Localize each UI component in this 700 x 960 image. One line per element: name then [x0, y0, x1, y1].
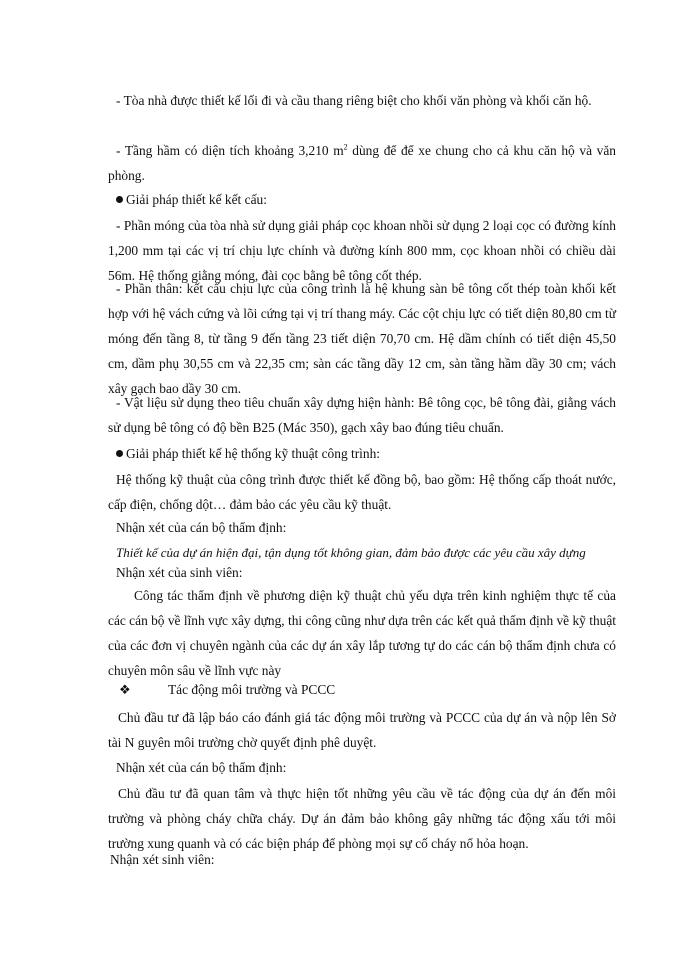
paragraph-materials [108, 390, 616, 440]
paragraph-text: - Phần thân: kết cấu chịu lực của công trình là hệ khung sàn bê tông cốt thép toàn khối kết hợp với hệ vách cứng và lõi cứng tại vị trí thang máy. Các cột chịu lực có tiết diện 80,80 cm từ móng đến tầng 8, từ tầng 9 đến tầng 23 tiết diện 70,70 cm. Hệ dầm chính có tiết diện 45,50 cm, dầm phụ 30,55 cm và 22,35 cm; sàn các tầng dầy 12 cm, sàn tầng hầm dầy 30 cm; vách xây gạch bao dầy 30 cm. [108, 281, 616, 396]
paragraph-student-comment-1 [108, 583, 616, 683]
heading-structural-solution [116, 187, 267, 212]
paragraph-text: Chủ đầu tư đã quan tâm và thực hiện tốt những yêu cầu về tác động của dự án đến môi trường và phòng cháy chữa cháy. Dự án đảm bảo không gây những tác động xấu tới môi trường xung quanh và có các biện pháp để phòng mọi sự cố cháy nổ hỏa hoạn. [108, 786, 616, 851]
paragraph-superstructure [108, 276, 616, 401]
label-officer-comment-1 [116, 515, 286, 540]
paragraph-basement [108, 138, 616, 188]
paragraph-technical-systems [108, 467, 616, 517]
paragraph-text: - Vật liệu sử dụng theo tiêu chuẩn xây dựng hiện hành: Bê tông cọc, bê tông đài, giằng vách sử dụng bê tông có độ bền B25 (Mác 350), gạch xây bao đúng tiêu chuẩn. [108, 395, 616, 435]
diamond-bullet-icon: ❖ [119, 682, 131, 697]
superscript: 2 [343, 142, 348, 152]
heading-environment-fire [168, 677, 335, 702]
bullet-icon [116, 196, 123, 203]
paragraph-text: - Phần móng của tòa nhà sử dụng giải pháp cọc khoan nhồi sử dụng 2 loại cọc có đường kính 1,200 mm tại các vị trí chịu lực chính và đường kính 800 mm, cọc khoan nhồi có chiều dài 56m. Hệ thống giằng móng, đài cọc bằng bê tông cốt thép. [108, 218, 616, 283]
label-text: Nhận xét của sinh viên: [116, 565, 243, 580]
paragraph-separate-access [108, 88, 616, 113]
label-officer-comment-2 [116, 755, 286, 780]
paragraph-text: - Tầng hầm có diện tích khoảng 3,210 m [116, 143, 344, 158]
heading-text: Giải pháp thiết kế hệ thống kỹ thuật công trình: [126, 446, 380, 461]
label-text: Nhận xét của cán bộ thẩm định: [116, 760, 287, 775]
label-text: Nhận xét sinh viên: [110, 852, 215, 867]
label-text: Nhận xét của cán bộ thẩm định: [116, 520, 287, 535]
paragraph-text: Chủ đầu tư đã lập báo cáo đánh giá tác động môi trường và PCCC của dự án và nộp lên Sở tài N guyên môi trường chờ quyết định phê duyệt. [108, 710, 616, 750]
paragraph-text: dùng để để xe chung cho cả khu căn hộ và văn phòng. [108, 143, 616, 183]
paragraph-text: - Tòa nhà được thiết kế lối đi và cầu thang riêng biệt cho khối văn phòng và khối căn hộ. [116, 93, 592, 108]
paragraph-text: Hệ thống kỹ thuật của công trình được thiết kế đồng bộ, bao gồm: Hệ thống cấp thoát nước, cấp điện, chống dột… đảm bảo các yêu cầu kỹ thuật. [108, 472, 616, 512]
heading-text: Tác động môi trường và PCCC [168, 682, 336, 697]
paragraph-officer-comment-2 [108, 781, 616, 856]
bullet-icon [116, 450, 123, 457]
heading-text: Giải pháp thiết kế kết cấu: [126, 192, 267, 207]
label-student-comment-1 [116, 560, 242, 585]
paragraph-text: Công tác thẩm định về phương diện kỹ thuật chủ yếu dựa trên kinh nghiệm thực tế của các cán bộ về lĩnh vực xây dựng, thi công cũng như dựa trên các kết quả thẩm định về kỹ thuật của các đơn vị chuyên ngành của các dự án xây lắp tương tự do các cán bộ thẩm định chưa có chuyên môn sâu về lĩnh vực này [108, 588, 616, 678]
paragraph-text: Thiết kế của dự án hiện đại, tận dụng tốt không gian, đảm bảo được các yêu cầu xây dựng [116, 545, 586, 560]
paragraph-environment-report [108, 705, 616, 755]
heading-technical-solution [116, 441, 380, 466]
label-student-comment-2 [110, 847, 215, 872]
